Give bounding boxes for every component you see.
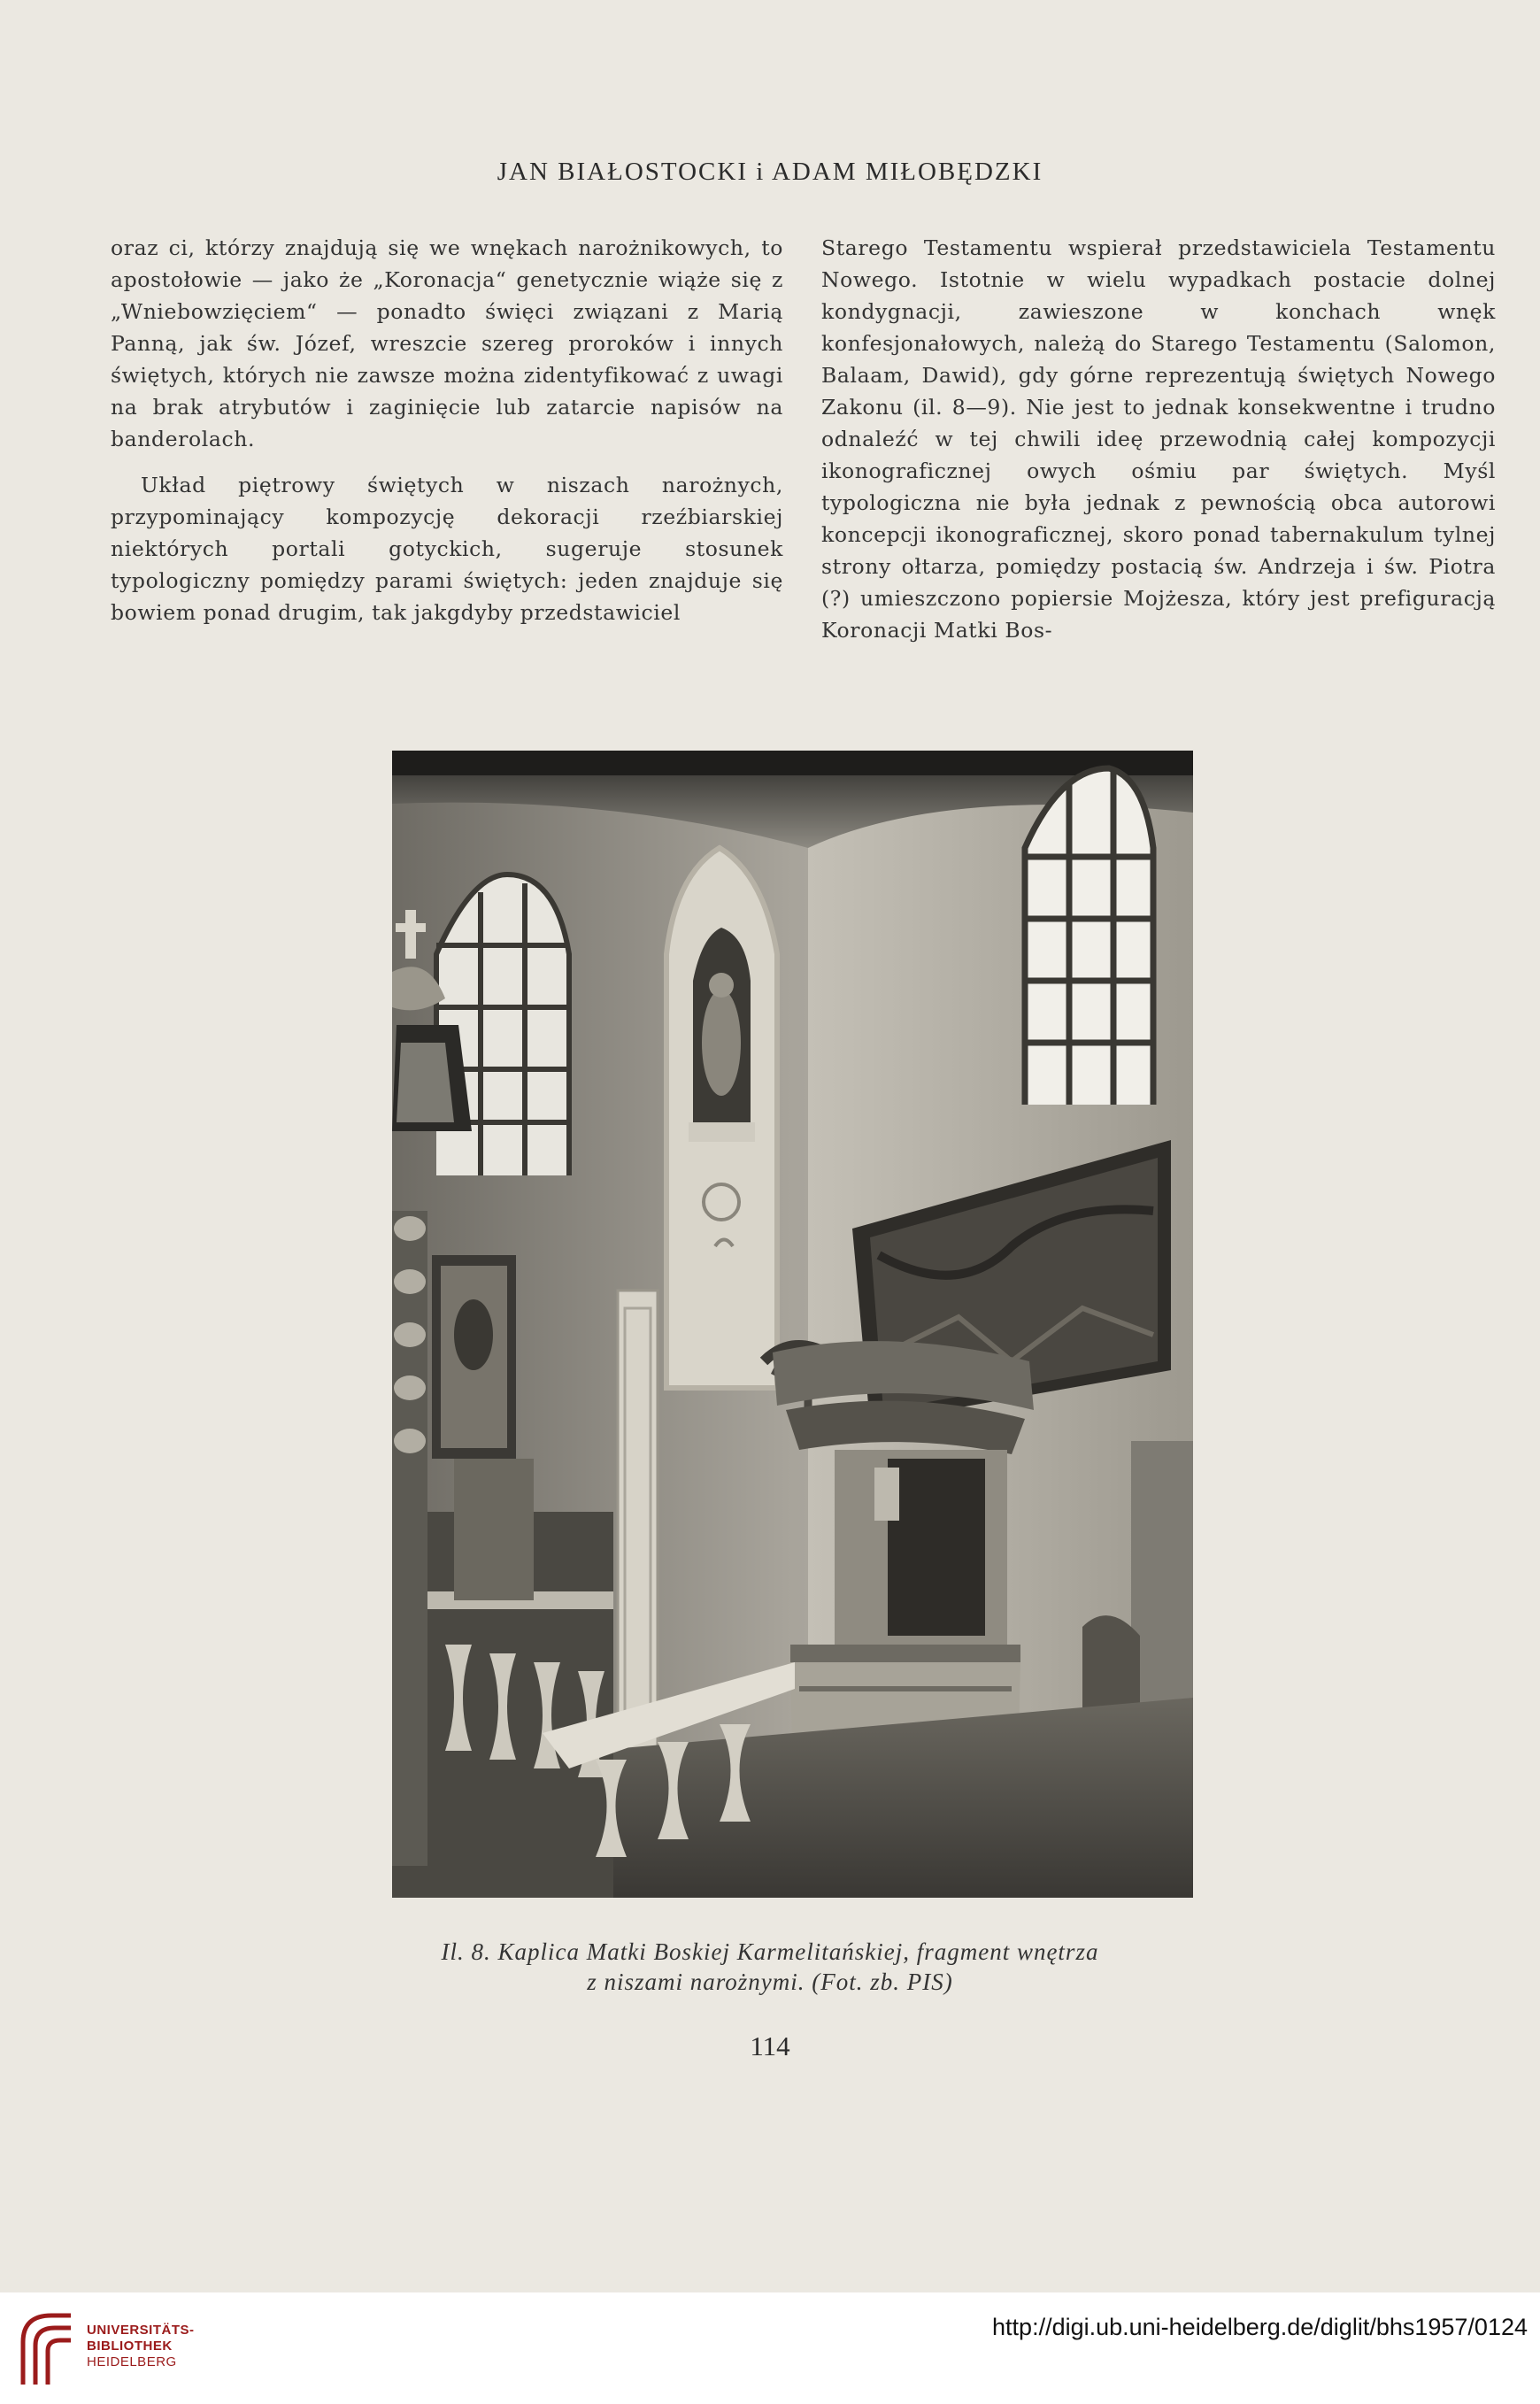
right-text-column	[821, 232, 1496, 646]
library-logo-icon[interactable]	[16, 2307, 78, 2388]
caption-line-2: z niszami narożnymi. (Fot. zb. PIS)	[587, 1969, 953, 1995]
permalink-url[interactable]: http://digi.ub.uni-heidelberg.de/diglit/bhs1957/0124	[992, 2314, 1528, 2340]
library-name-line-1: UNIVERSITÄTS-	[87, 2323, 195, 2338]
figure-caption	[319, 1937, 1221, 1997]
chapel-interior-photo	[392, 751, 1193, 1898]
left-text-column	[111, 232, 783, 628]
library-name-line-3: HEIDELBERG	[87, 2354, 177, 2369]
library-name-line-2: BIBLIOTHEK	[87, 2339, 173, 2354]
page-number: 114	[750, 2030, 790, 2061]
chapel-interior-illustration	[392, 751, 1193, 1898]
viewer-footer	[0, 2292, 1540, 2404]
left-paragraph-1: oraz ci, którzy znajdują się we wnękach narożnikowych, to apostołowie — jako że „Koronacja“ genetycznie wiąże się z „Wniebowzięciem“ — ponadto święci związani z Marią Panną, jak św. Józef, wreszcie szereg proroków i innych świętych, których nie zawsze można zidentyfikować z uwagi na brak atrybutów i zaginięcie lub zatarcie napisów na banderolach.	[111, 235, 783, 451]
left-paragraph-2: Układ piętrowy świętych w niszach narożnych, przypominający kompozycję dekoracji rzeźbiarskiej niektórych portali gotyckich, sugeruje stosunek typologiczny pomiędzy parami świętych: jeden znajduje się bowiem ponad drugim, tak jakgdyby przedstawiciel	[111, 473, 783, 625]
library-name[interactable]	[87, 2323, 195, 2370]
caption-line-1: Il. 8. Kaplica Matki Boskiej Karmelitańskiej, fragment wnętrza	[441, 1938, 1099, 1965]
running-head: JAN BIAŁOSTOCKI i ADAM MIŁOBĘDZKI	[497, 158, 1043, 186]
right-paragraph-1: Starego Testamentu wspierał przedstawiciela Testamentu Nowego. Istotnie w wielu wypadkach postacie dolnej kondygnacji, zawieszone w konchach wnęk konfesjonałowych, należą do Starego Testamentu (Salomon, Balaam, Dawid), gdy górne reprezentują świętych Nowego Zakonu (il. 8—9). Nie jest to jednak konsekwentne i trudno odnaleźć w tej chwili ideę przewodnią całej kompozycji ikonograficznej owych ośmiu par świętych. Myśl typologiczna nie była jednak z pewnością obca autorowi koncepcji ikonograficznej, skoro ponad tabernakulum tylnej strony ołtarza, pomiędzy postacią św. Andrzeja i św. Piotra (?) umieszczono popiersie Mojżesza, który jest prefiguracją Koronacji Matki Bos-	[821, 235, 1496, 643]
